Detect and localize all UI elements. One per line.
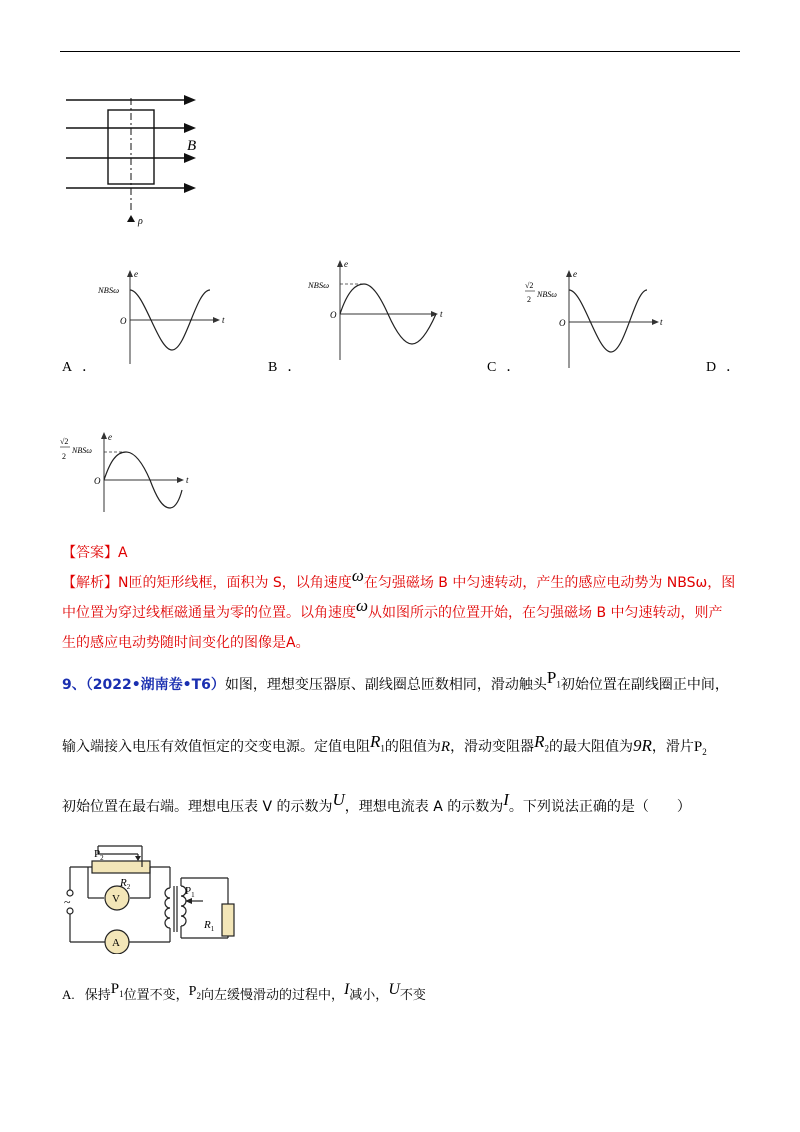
option-c-label[interactable]: C ． (487, 360, 521, 375)
svg-text:√2: √2 (525, 281, 534, 290)
header-rule (60, 51, 740, 52)
t-axis-label: t (222, 315, 225, 325)
label-P2: $P_2$ (94, 848, 104, 862)
label-R1: $R_1$ (204, 919, 215, 933)
svg-text:e: e (573, 269, 577, 279)
svg-text:e: e (108, 432, 112, 442)
analysis-line-2: 中位置为穿过线框磁通量为零的位置。以角速度ω从如图所示的位置开始，在匀强磁场 B 中匀速转动，则产 (62, 596, 723, 621)
origin-label: O (120, 316, 127, 326)
graph-option-b (308, 256, 448, 364)
amplitude-label: NBSω (98, 285, 120, 295)
svg-text:NBSω: NBSω (537, 290, 557, 299)
svg-text:t: t (440, 309, 443, 319)
svg-text:e: e (344, 259, 348, 269)
svg-text:t: t (186, 475, 189, 485)
ac-source-icon: ~ (64, 895, 71, 909)
transformer-circuit (58, 842, 248, 954)
svg-text:NBSω: NBSω (308, 280, 330, 290)
svg-text:2: 2 (527, 295, 531, 304)
svg-text:NBSω: NBSω (72, 446, 92, 455)
option-b-label[interactable]: B ． (268, 360, 302, 375)
label-R2: $R_2$ (120, 877, 131, 891)
svg-text:O: O (559, 318, 566, 328)
graph-option-a (98, 268, 233, 368)
field-coil-figure (60, 88, 220, 233)
analysis-line-1: 【解析】N匝的矩形线框，面积为 S，以角速度ω在匀强磁场 B 中匀速转动，产生的感应电动势为 NBSω，图 (62, 566, 736, 591)
question-line-3: 初始位置在最右端。理想电压表 V 的示数为U，理想电流表 A 的示数为I。下列说法正确的是（ ） (62, 790, 691, 815)
graph-option-d (58, 430, 193, 516)
svg-text:O: O (330, 310, 337, 320)
answer-line: 【答案】A (62, 545, 128, 561)
label-B: B (187, 138, 197, 154)
label-P1: $P_1$ (185, 885, 195, 899)
choice-a[interactable]: A. 保持$P_1$位置不变，$P_2$向左缓慢滑动的过程中，I减小，U不变 (62, 981, 426, 1003)
voltmeter-label: V (112, 893, 120, 905)
graph-option-c (525, 266, 665, 372)
svg-text:O: O (94, 476, 101, 486)
axis-arrow-icon (127, 215, 135, 222)
svg-text:t: t (660, 317, 663, 327)
svg-text:√2: √2 (60, 437, 69, 446)
option-a-label[interactable]: A ． (62, 360, 97, 375)
analysis-line-3: 生的感应电动势随时间变化的图像是A。 (62, 635, 310, 651)
question-line-1: 9、（2022•湖南卷•T6）如图，理想变压器原、副线圈总匝数相同，滑动触头$P_1$初始位置在副线圈正中间， (62, 668, 729, 693)
option-d-label[interactable]: D ． (706, 360, 741, 375)
svg-text:2: 2 (62, 452, 66, 461)
label-rho: ρ (138, 216, 143, 227)
ammeter-label: A (112, 937, 120, 949)
question-line-2: 输入端接入电压有效值恒定的交变电源。定值电阻$R_1$的阻值为R，滑动变阻器$R_2$的最大阻值为9R，滑片$P_2$ (62, 732, 707, 757)
e-axis-label: e (134, 269, 138, 279)
